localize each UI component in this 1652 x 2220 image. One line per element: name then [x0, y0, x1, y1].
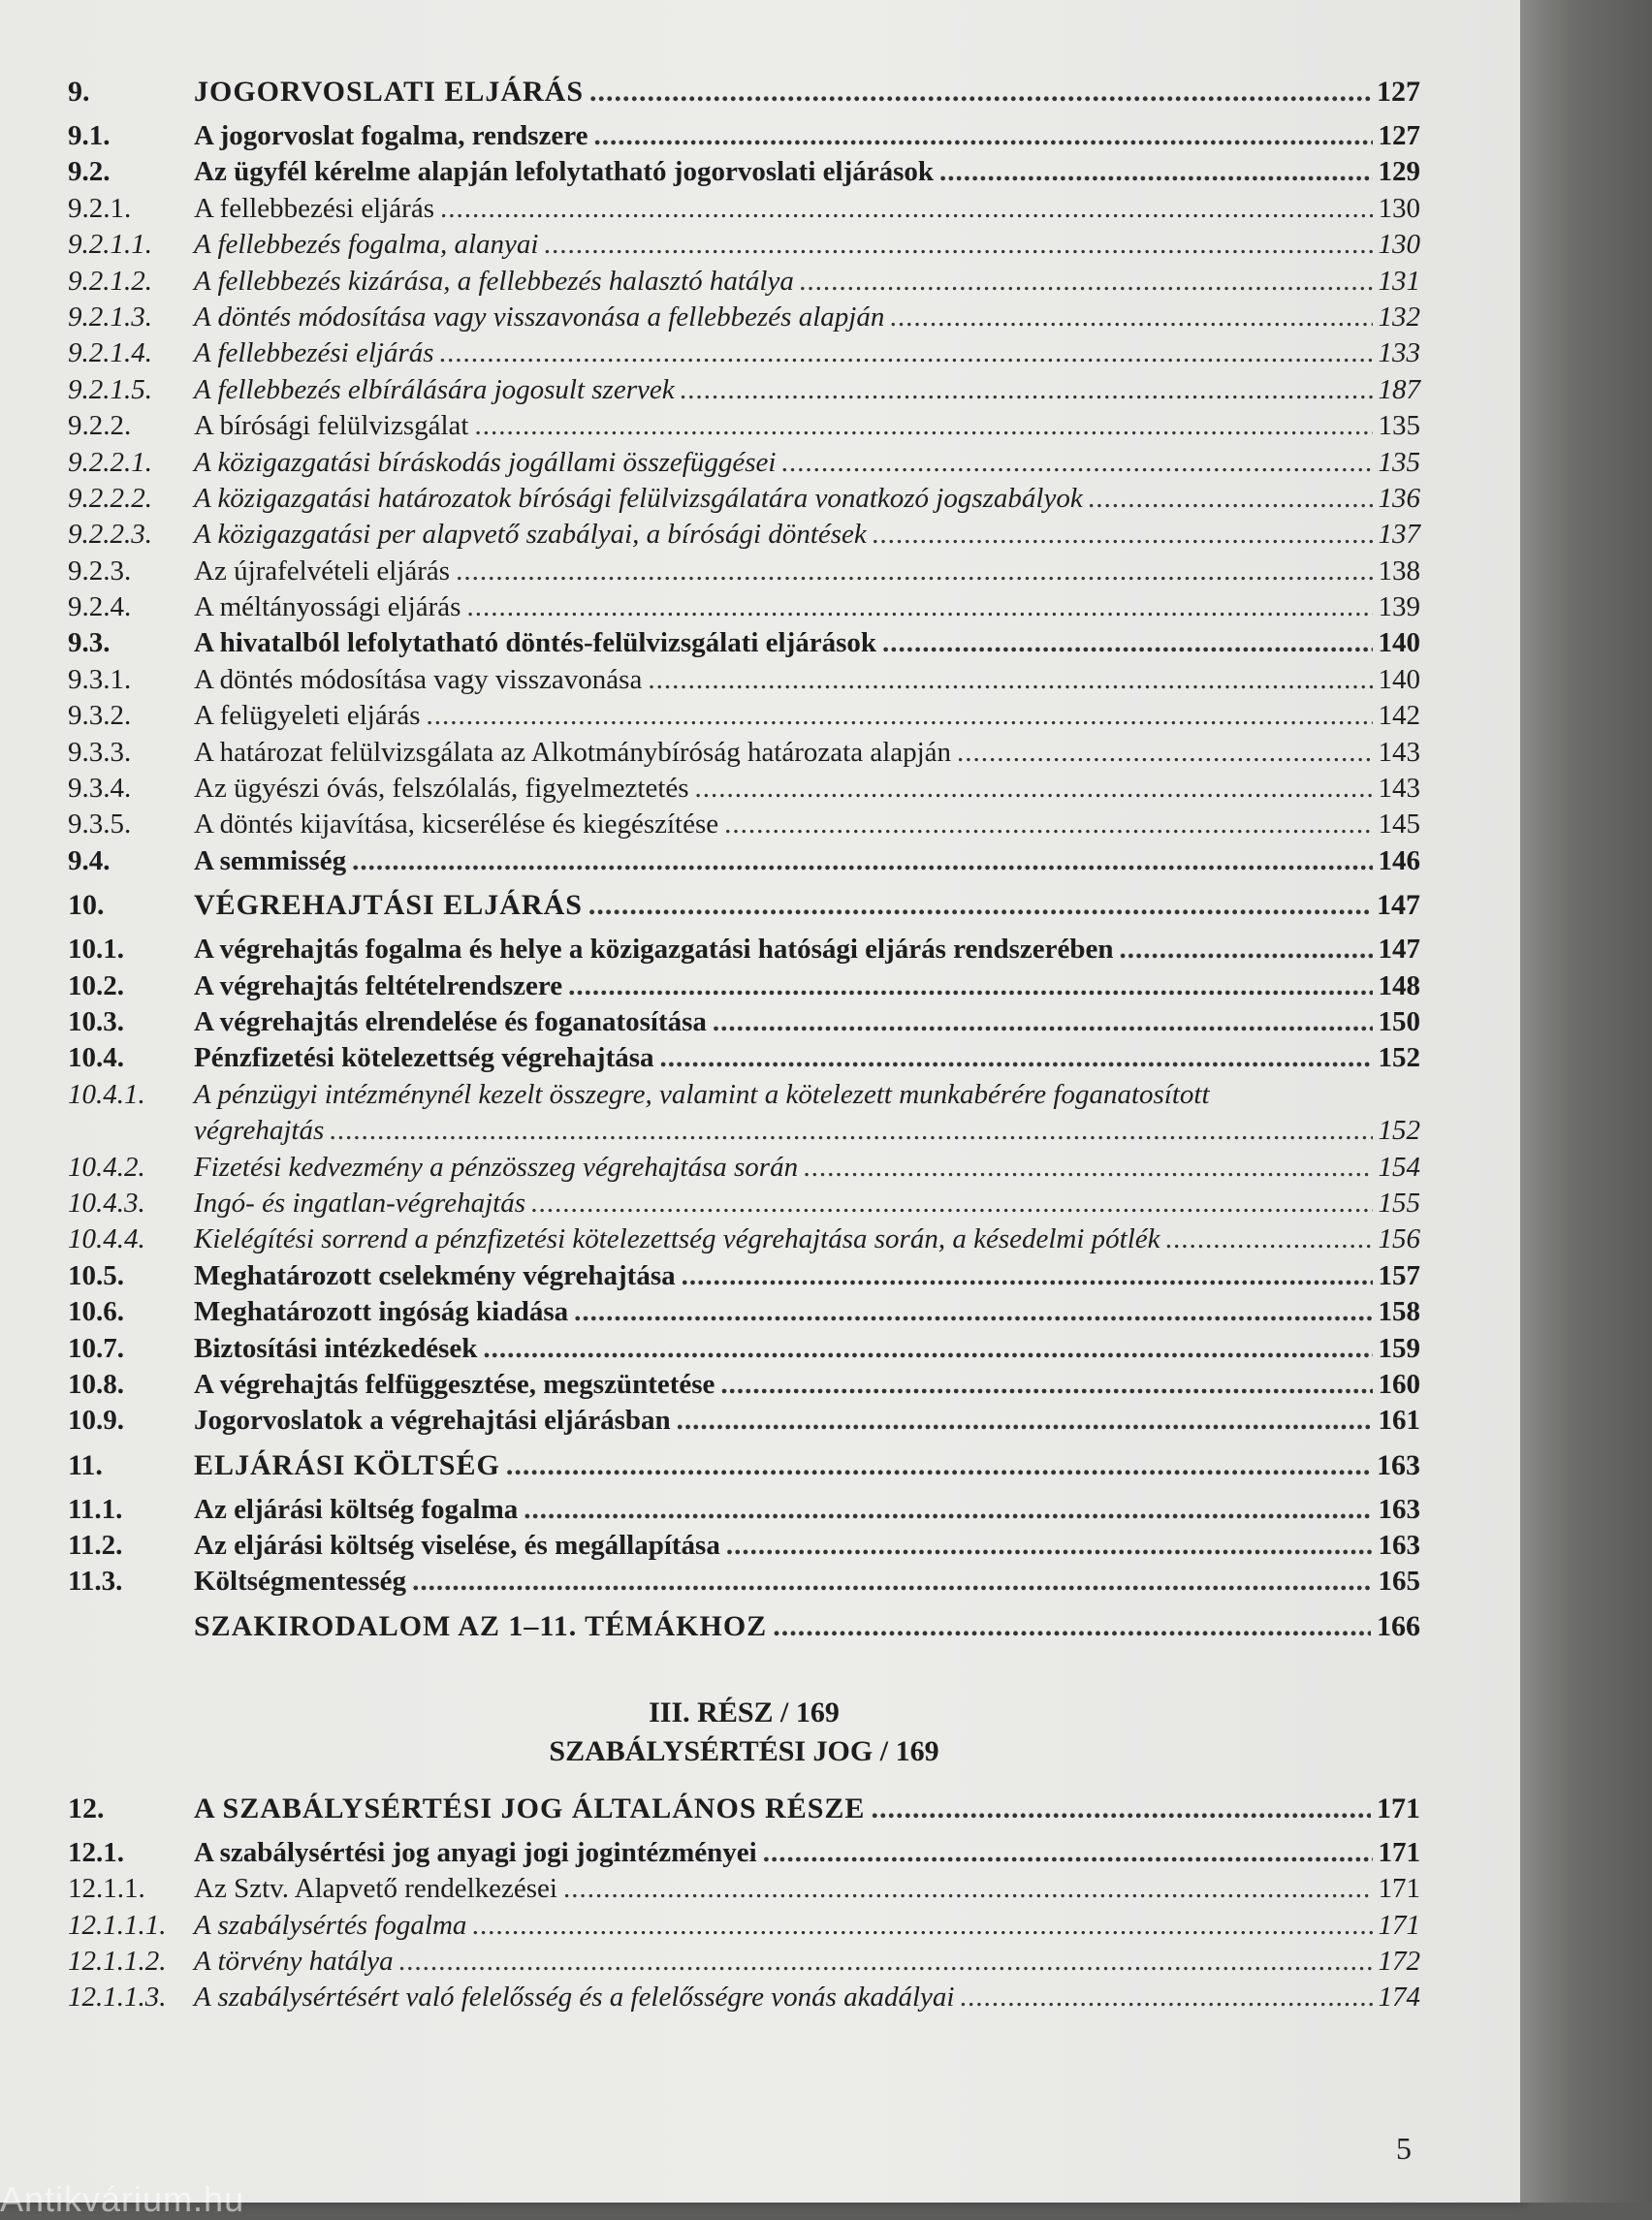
leader-dots	[412, 1566, 1372, 1598]
toc-entry	[68, 773, 1420, 809]
toc-entry-title: A közigazgatási határozatok bírósági felülvizsgálatára vonatkozó jogszabályok	[194, 482, 1083, 514]
toc-section-1	[68, 76, 1420, 1079]
toc-entry	[68, 1333, 1420, 1369]
toc-entry-title: A szabálysértési jog anyagi jogi jogintézményei	[194, 1836, 757, 1868]
toc-entry-number: 10.2.	[68, 969, 124, 1001]
toc-entry	[68, 447, 1420, 483]
toc-entry-page: 156	[1378, 1223, 1420, 1255]
toc-entry-page: 129	[1378, 156, 1420, 188]
toc-entry-title: végrehajtás	[194, 1115, 325, 1147]
leader-dots	[890, 301, 1372, 333]
toc-entry-number: 11.1.	[68, 1493, 123, 1525]
toc-entry-page: 171	[1378, 1909, 1420, 1941]
toc-entry-number: 10.3.	[68, 1005, 124, 1037]
toc-entry	[68, 664, 1420, 700]
toc-entry	[68, 934, 1420, 969]
toc-entry-page: 155	[1378, 1187, 1420, 1219]
toc-entry-wrapped	[68, 1079, 1420, 1115]
toc-entry	[68, 301, 1420, 337]
leader-dots	[506, 1449, 1371, 1482]
toc-entry-title: SZAKIRODALOM AZ 1–11. TÉMÁKHOZ	[194, 1609, 768, 1642]
toc-entry	[68, 700, 1420, 736]
toc-entry-page: 152	[1378, 1042, 1420, 1074]
toc-entry	[68, 1610, 1420, 1655]
toc-entry-number: 9.1.	[68, 120, 111, 151]
toc-entry-title: JOGORVOSLATI ELJÁRÁS	[194, 76, 585, 108]
toc-entry-wrapped-cont	[68, 1115, 1420, 1151]
toc-entry-number: 9.2.1.2.	[68, 265, 152, 297]
toc-entry-number: 9.3.2.	[68, 700, 132, 732]
toc-entry-title: A semmisség	[194, 844, 347, 876]
toc-entry-title: Pénzfizetési kötelezettség végrehajtása	[194, 1042, 654, 1074]
toc-entry-title: A méltányossági eljárás	[194, 591, 461, 623]
toc-entry	[68, 229, 1420, 265]
toc-entry	[68, 1449, 1420, 1494]
leader-dots	[440, 337, 1373, 369]
toc-entry-title: A döntés módosítása vagy visszavonása	[194, 663, 643, 695]
toc-entry-title: A fellebbezési eljárás	[194, 192, 434, 224]
toc-entry-title: A fellebbezés fogalma, alanyai	[194, 229, 539, 261]
toc-entry-number: 9.2.1.3.	[68, 301, 152, 333]
leader-dots	[440, 193, 1373, 225]
toc-entry-number: 10.4.	[68, 1042, 124, 1074]
part-subheading: SZABÁLYSÉRTÉSI JOG / 169	[549, 1734, 939, 1767]
toc-entry-page: 150	[1378, 1005, 1420, 1037]
page-number: 5	[1396, 2131, 1412, 2166]
toc-entry-title: A hivatalból lefolytatható döntés-felülvizsgálati eljárások	[194, 627, 877, 659]
toc-entry	[68, 156, 1420, 192]
toc-entry-page: 171	[1377, 1792, 1420, 1824]
toc-entry	[68, 1405, 1420, 1441]
toc-entry-page: 171	[1378, 1873, 1420, 1905]
toc-entry-title: Az Sztv. Alapvető rendelkezései	[194, 1873, 557, 1905]
toc-entry	[68, 1369, 1420, 1405]
leader-dots	[524, 1494, 1372, 1526]
toc-entry	[68, 889, 1420, 934]
toc-entry	[68, 970, 1420, 1006]
toc-entry-title: Az ügyfél kérelme alapján lefolytatható jogorvoslati eljárások	[194, 156, 935, 188]
toc-section-2	[68, 1152, 1420, 1655]
toc-entry-title: A SZABÁLYSÉRTÉSI JOG ÁLTALÁNOS RÉSZE	[194, 1792, 866, 1824]
toc-entry-title: Fizetési kedvezmény a pénzösszeg végrehajtása során	[194, 1151, 799, 1183]
leader-dots	[713, 1006, 1373, 1038]
toc-entry	[68, 374, 1420, 410]
toc-entry-page: 154	[1378, 1151, 1420, 1183]
leader-dots	[804, 1152, 1372, 1184]
toc-entry-page: 143	[1378, 736, 1420, 768]
leader-dots	[593, 120, 1372, 152]
toc-entry	[68, 591, 1420, 627]
toc-entry-title: A döntés módosítása vagy visszavonása a fellebbezés alapján	[194, 301, 885, 333]
toc-entry-number: 12.1.1.	[68, 1873, 145, 1905]
toc-entry-number: 9.	[68, 76, 90, 108]
leader-dots	[873, 519, 1373, 551]
leader-dots	[589, 76, 1371, 109]
toc-entry-title: VÉGREHAJTÁSI ELJÁRÁS	[194, 889, 583, 922]
toc-entry-page: 145	[1378, 809, 1420, 840]
toc-entry	[68, 266, 1420, 301]
toc-entry	[68, 809, 1420, 844]
toc-entry	[68, 483, 1420, 519]
leader-dots	[660, 1042, 1373, 1074]
toc-entry-number: 10.9.	[68, 1405, 124, 1437]
toc-entry	[68, 1837, 1420, 1873]
toc-entry	[68, 1152, 1420, 1188]
leader-dots	[472, 1910, 1372, 1942]
leader-dots	[483, 1333, 1372, 1365]
toc-entry-number: 11.2.	[68, 1530, 123, 1562]
toc-entry-page: 130	[1378, 192, 1420, 224]
toc-entry	[68, 1530, 1420, 1566]
toc-entry-number: 9.2.2.	[68, 410, 132, 442]
toc-entry-number: 10.6.	[68, 1296, 124, 1328]
toc-entry-page: 135	[1378, 410, 1420, 442]
table-of-contents	[68, 76, 1420, 2018]
toc-entry	[68, 1946, 1420, 1982]
part-heading: III. RÉSZ / 169	[649, 1696, 840, 1728]
watermark: Antikvárium.hu	[0, 2179, 245, 2219]
toc-entry-title: Költségmentesség	[194, 1566, 407, 1598]
toc-entry-page: 132	[1378, 301, 1420, 333]
leader-dots	[568, 970, 1372, 1002]
toc-entry-page: 142	[1378, 700, 1420, 732]
toc-entry-title: Meghatározott ingóság kiadása	[194, 1296, 569, 1328]
toc-entry-number: 10.4.2.	[68, 1151, 145, 1183]
toc-entry	[68, 1494, 1420, 1530]
leader-dots	[720, 1369, 1372, 1401]
toc-entry	[68, 845, 1420, 881]
toc-entry	[68, 555, 1420, 591]
toc-entry-number: 10.8.	[68, 1368, 124, 1400]
leader-dots	[475, 410, 1373, 442]
leader-dots	[1120, 934, 1373, 966]
toc-entry	[68, 1260, 1420, 1296]
toc-entry-page: 146	[1378, 844, 1420, 876]
leader-dots	[399, 1946, 1373, 1978]
leader-dots	[563, 1873, 1373, 1905]
toc-entry-number: 9.4.	[68, 844, 111, 876]
leader-dots	[695, 773, 1373, 805]
toc-entry	[68, 337, 1420, 373]
toc-entry	[68, 1910, 1420, 1946]
leader-dots	[466, 591, 1372, 623]
toc-entry-page: 166	[1377, 1609, 1420, 1642]
toc-entry-title: A szabálysértés fogalma	[194, 1909, 467, 1941]
toc-entry-page: 148	[1378, 969, 1420, 1001]
toc-entry	[68, 120, 1420, 156]
toc-entry-page: 157	[1378, 1259, 1420, 1291]
toc-entry-title: A szabálysértésért való felelősség és a felelősségre vonás akadályai	[194, 1982, 955, 2014]
leader-dots	[352, 845, 1372, 877]
toc-entry-title: Az eljárási költség fogalma	[194, 1493, 519, 1525]
toc-entry	[68, 1006, 1420, 1042]
toc-entry-number: 10.4.4.	[68, 1223, 145, 1255]
leader-dots	[677, 1405, 1373, 1437]
toc-entry-number: 9.2.2.1.	[68, 446, 152, 478]
toc-entry-number: 9.2.2.2.	[68, 482, 152, 514]
toc-entry-page: 163	[1378, 1530, 1420, 1562]
leader-dots	[939, 156, 1372, 188]
toc-entry-page: 140	[1378, 627, 1420, 659]
toc-entry-number: 10.4.3.	[68, 1187, 145, 1219]
toc-entry-number: 9.3.4.	[68, 773, 132, 805]
toc-entry	[68, 1188, 1420, 1223]
toc-entry-title: A fellebbezés kizárása, a fellebbezés halasztó hatálya	[194, 265, 794, 297]
toc-entry-page: 172	[1378, 1946, 1420, 1978]
toc-entry-number: 10.4.1.	[68, 1078, 145, 1110]
toc-entry-number: 9.3.1.	[68, 663, 132, 695]
leader-dots	[773, 1610, 1371, 1643]
toc-entry-page: 138	[1378, 555, 1420, 587]
toc-entry-page: 127	[1378, 120, 1420, 151]
toc-entry	[68, 1296, 1420, 1332]
toc-entry-title: A törvény hatálya	[194, 1946, 394, 1978]
toc-entry-number: 9.2.2.3.	[68, 519, 152, 551]
toc-entry	[68, 627, 1420, 663]
leader-dots	[763, 1837, 1373, 1869]
leader-dots	[957, 737, 1372, 769]
toc-entry-title: A határozat felülvizsgálata az Alkotmánybíróság határozata alapján	[194, 736, 952, 768]
toc-entry	[68, 1566, 1420, 1602]
leader-dots	[531, 1188, 1372, 1220]
toc-entry	[68, 1792, 1420, 1837]
toc-section-3	[68, 1792, 1420, 2018]
toc-entry	[68, 1873, 1420, 1909]
toc-entry-page: 143	[1378, 773, 1420, 805]
toc-entry-number: 9.2.1.	[68, 192, 132, 224]
leader-dots	[871, 1792, 1371, 1825]
toc-entry-title: A végrehajtás elrendelése és foganatosítása	[194, 1005, 707, 1037]
toc-entry-title: Az eljárási költség viselése, és megállapítása	[194, 1530, 720, 1562]
toc-entry-number: 12.1.1.3.	[68, 1982, 167, 2014]
leader-dots	[1089, 483, 1373, 515]
leader-dots	[800, 266, 1373, 298]
toc-entry-page: 130	[1378, 229, 1420, 261]
toc-entry-title: A közigazgatási per alapvető szabályai, a bírósági döntések	[194, 519, 867, 551]
toc-entry-page: 163	[1377, 1448, 1420, 1481]
leader-dots	[1166, 1223, 1373, 1255]
toc-entry-page: 163	[1378, 1493, 1420, 1525]
leader-dots	[574, 1296, 1372, 1328]
toc-entry-number: 9.2.1.4.	[68, 337, 152, 369]
leader-dots	[648, 664, 1372, 696]
toc-entry-title: Az ügyészi óvás, felszólalás, figyelmeztetés	[194, 773, 689, 805]
leader-dots	[682, 1260, 1373, 1292]
toc-entry-number: 9.2.	[68, 156, 111, 188]
toc-entry-number: 11.	[68, 1448, 103, 1481]
toc-entry-number: 9.2.3.	[68, 555, 132, 587]
toc-entry-page: 147	[1377, 889, 1420, 922]
toc-entry-title: Jogorvoslatok a végrehajtási eljárásban	[194, 1405, 671, 1437]
toc-entry-title: Biztosítási intézkedések	[194, 1332, 478, 1364]
toc-entry-number: 9.3.5.	[68, 809, 132, 840]
toc-entry-title: A végrehajtás felfüggesztése, megszüntetése	[194, 1368, 715, 1400]
toc-entry	[68, 76, 1420, 120]
leader-dots	[960, 1982, 1372, 2014]
toc-entry-number: 11.3.	[68, 1566, 123, 1598]
toc-entry-title: A jogorvoslat fogalma, rendszere	[194, 120, 588, 151]
toc-entry-page: 139	[1378, 591, 1420, 623]
leader-dots	[427, 700, 1373, 732]
leader-dots	[724, 809, 1372, 840]
toc-entry-title: A közigazgatási bíráskodás jogállami összefüggései	[194, 446, 777, 478]
toc-entry-title: A bírósági felülvizsgálat	[194, 410, 469, 442]
toc-entry-number: 12.1.	[68, 1836, 124, 1868]
toc-entry	[68, 519, 1420, 555]
toc-entry-page: 131	[1378, 265, 1420, 297]
toc-entry-page: 161	[1378, 1405, 1420, 1437]
toc-entry-number: 10.1.	[68, 934, 124, 966]
toc-entry-title: A felügyeleti eljárás	[194, 700, 421, 732]
toc-entry-page: 152	[1378, 1115, 1420, 1147]
toc-entry-title: A döntés kijavítása, kicserélése és kiegészítése	[194, 809, 719, 840]
toc-entry-title: A végrehajtás feltételrendszere	[194, 969, 563, 1001]
toc-entry-title: A fellebbezés elbírálására jogosult szervek	[194, 373, 675, 405]
toc-entry-number: 9.3.	[68, 627, 111, 659]
toc-entry-page: 187	[1378, 373, 1420, 405]
toc-entry-page: 158	[1378, 1296, 1420, 1328]
toc-entry-number: 9.2.4.	[68, 591, 132, 623]
toc-entry-number: 12.1.1.1.	[68, 1909, 167, 1941]
toc-entry-number: 10.5.	[68, 1259, 124, 1291]
toc-entry-title: A fellebbezési eljárás	[194, 337, 434, 369]
toc-entry-title: Meghatározott cselekmény végrehajtása	[194, 1259, 676, 1291]
toc-entry	[68, 737, 1420, 773]
toc-entry-page: 160	[1378, 1368, 1420, 1400]
leader-dots	[726, 1530, 1373, 1562]
toc-entry	[68, 1982, 1420, 2017]
toc-entry-page: 171	[1378, 1836, 1420, 1868]
toc-entry-page: 127	[1377, 76, 1420, 108]
toc-entry-page: 137	[1378, 519, 1420, 551]
next-page-edge	[1520, 0, 1652, 2203]
toc-entry-number: 10.	[68, 889, 105, 922]
toc-entry-page: 147	[1378, 934, 1420, 966]
toc-entry-title: A végrehajtás fogalma és helye a közigazgatási hatósági eljárás rendszerében	[194, 934, 1114, 966]
leader-dots	[330, 1115, 1372, 1147]
toc-entry-page: 135	[1378, 446, 1420, 478]
toc-entry	[68, 193, 1420, 229]
toc-entry-title: Kielégítési sorrend a pénzfizetési kötelezettség végrehajtása során, a késedelmi pótlék	[194, 1223, 1160, 1255]
leader-dots	[882, 627, 1372, 659]
leader-dots	[588, 889, 1371, 922]
leader-dots	[456, 555, 1372, 587]
leader-dots	[681, 374, 1373, 406]
toc-entry	[68, 1223, 1420, 1259]
toc-entry-number: 10.7.	[68, 1332, 124, 1364]
toc-entry-number: 12.1.1.2.	[68, 1946, 167, 1978]
toc-entry-title: ELJÁRÁSI KÖLTSÉG	[194, 1448, 500, 1481]
toc-entry-page: 136	[1378, 482, 1420, 514]
toc-entry-page: 140	[1378, 663, 1420, 695]
toc-entry-title: A pénzügyi intézménynél kezelt összegre, valamint a kötelezett munkabérére foganatosított	[194, 1078, 1210, 1110]
toc-entry-page: 165	[1378, 1566, 1420, 1598]
toc-entry-title: Az újrafelvételi eljárás	[194, 555, 451, 587]
toc-entry-page: 133	[1378, 337, 1420, 369]
toc-entry-number: 9.3.3.	[68, 736, 132, 768]
toc-entry-page: 174	[1378, 1982, 1420, 2014]
toc-entry-number: 12.	[68, 1792, 105, 1824]
toc-entry-page: 159	[1378, 1332, 1420, 1364]
toc-entry	[68, 1042, 1420, 1078]
toc-entry-title: Ingó- és ingatlan-végrehajtás	[194, 1187, 526, 1219]
leader-dots	[544, 229, 1372, 261]
toc-entry-number: 9.2.1.5.	[68, 373, 152, 405]
toc-entry-number: 9.2.1.1.	[68, 229, 152, 261]
toc-entry	[68, 410, 1420, 446]
leader-dots	[781, 447, 1372, 479]
